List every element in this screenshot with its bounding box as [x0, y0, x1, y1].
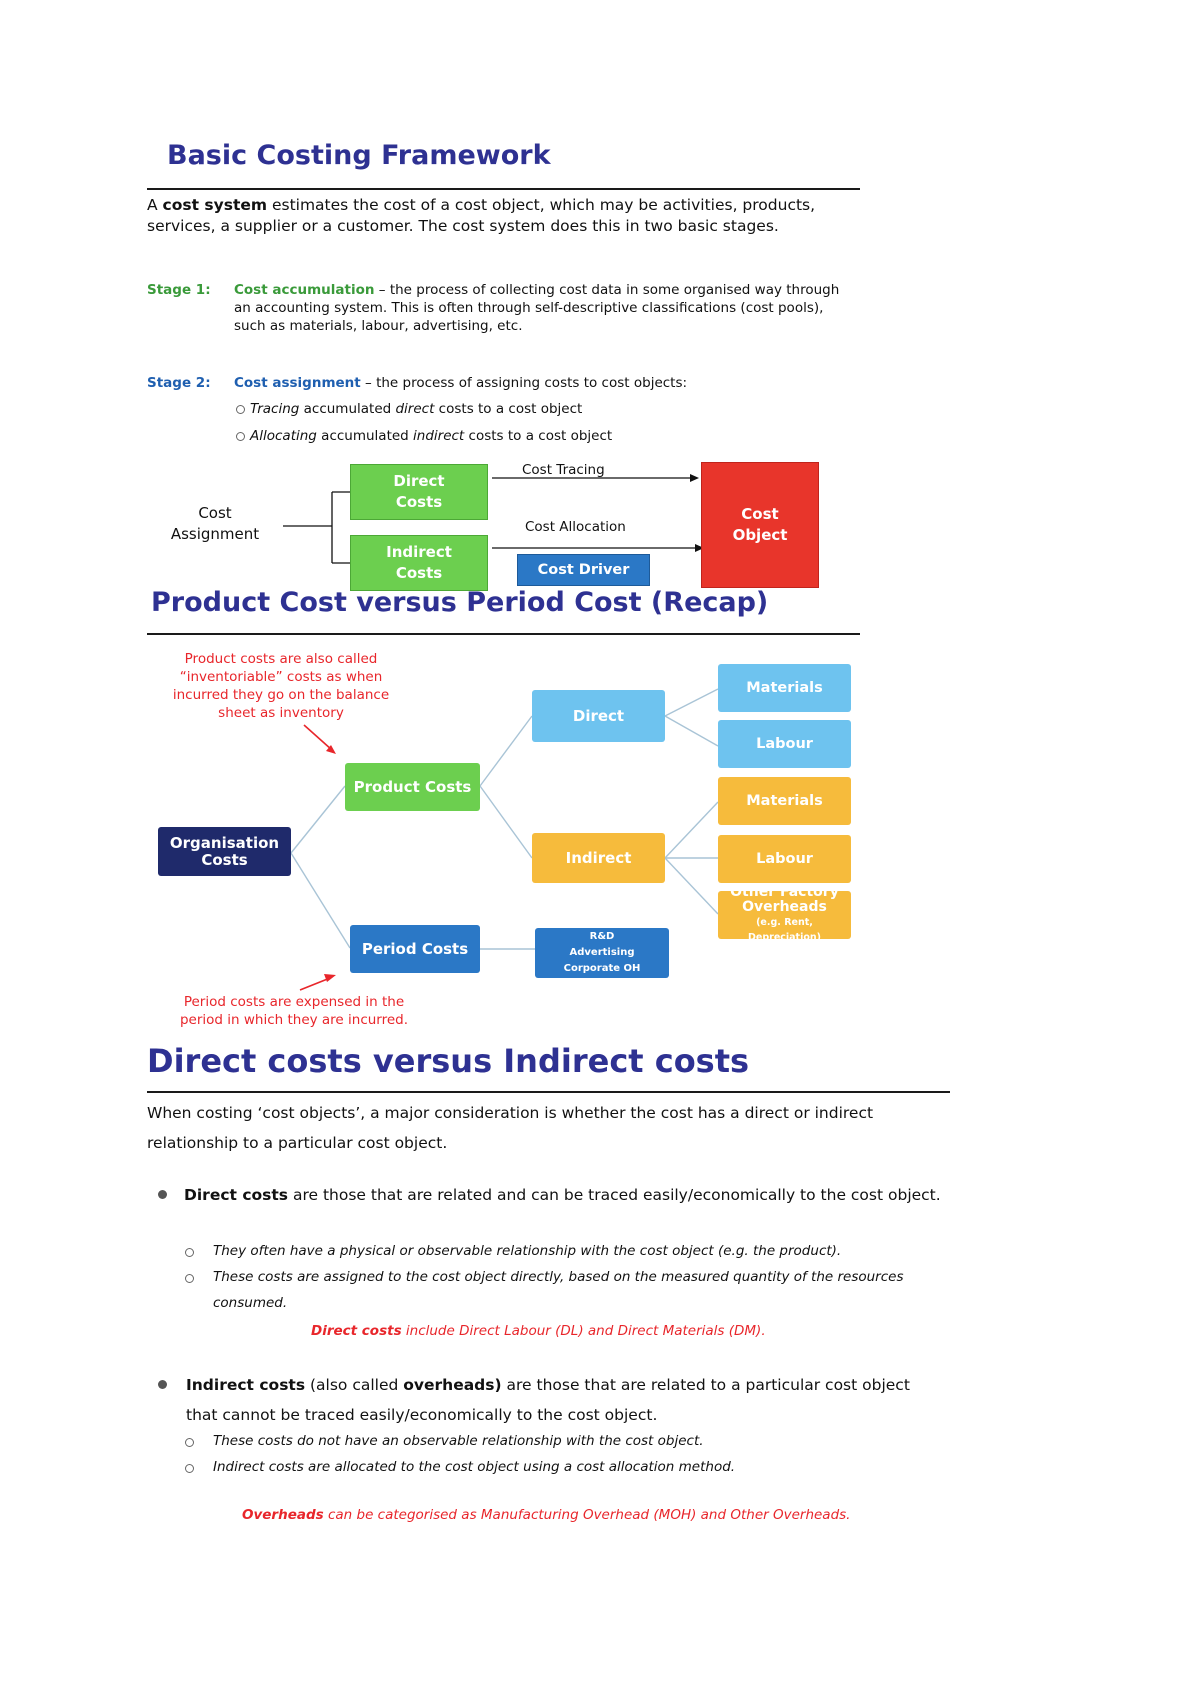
period-costs-box: Period Costs — [350, 925, 480, 973]
bullet-ring-icon — [185, 1248, 194, 1257]
direct-box: Direct — [532, 690, 665, 742]
direct-costs-note: Direct costs include Direct Labour (DL) and Direct Materials (DM). — [311, 1323, 766, 1339]
period-item: Advertising — [569, 947, 635, 958]
other-factory-eg: (e.g. Rent, Depreciation) — [748, 917, 821, 943]
section2-title: Product Cost versus Period Cost (Recap) — [151, 587, 769, 618]
direct-labour-box: Labour — [718, 720, 851, 768]
cost-assignment-label: Cost Assignment — [170, 504, 260, 543]
cost-object-box: Cost Object — [701, 462, 819, 588]
organisation-costs-box: Organisation Costs — [158, 827, 291, 876]
bullet-ring-icon — [185, 1274, 194, 1283]
indirect-sub2: Indirect costs are allocated to the cost object using a cost allocation method. — [213, 1459, 736, 1475]
stage1-text: Cost accumulation – the process of collecting cost data in some organised way through an accounting system. This is often through self-descriptive classifications (cost pools), such as materials, labour, advertising, etc. — [234, 282, 840, 334]
bullet-dot-icon — [158, 1380, 167, 1389]
cost-allocation-label: Cost Allocation — [525, 519, 626, 535]
period-costs-note: Period costs are expensed in the period in which they are incurred. — [179, 994, 409, 1028]
bullet-ring-icon — [185, 1438, 194, 1447]
section3-intro: When costing ‘cost objects’, a major consideration is whether the cost has a direct or indirect relationship to a particular cost object. — [147, 1104, 874, 1152]
indirect-materials-box: Materials — [718, 777, 851, 825]
cost-tracing-label: Cost Tracing — [522, 462, 605, 478]
section3-title: Direct costs versus Indirect costs — [147, 1042, 750, 1080]
section1-title: Basic Costing Framework — [167, 140, 551, 171]
overheads-note: Overheads can be categorised as Manufacturing Overhead (MOH) and Other Overheads. — [242, 1507, 851, 1523]
stage2-bullet-tracing: Tracing accumulated direct costs to a cost object — [250, 401, 583, 417]
direct-sub1: They often have a physical or observable relationship with the cost object (e.g. the product). — [213, 1243, 842, 1259]
product-costs-note: Product costs are also called “inventoriable” costs as when incurred they go on the balance sheet as inventory — [172, 651, 390, 721]
other-factory-label: Other Factory Overheads — [730, 884, 839, 915]
direct-costs-bullet: Direct costs are those that are related and can be traced easily/economically to the cost object. — [184, 1186, 941, 1204]
stage2-text: Cost assignment – the process of assigning costs to cost objects: — [234, 375, 688, 391]
bullet-ring-icon — [185, 1464, 194, 1473]
section1-intro: A cost system estimates the cost of a cost object, which may be activities, products, services, a supplier or a customer. The cost system does this in two basic stages. — [147, 196, 816, 235]
stage1-label: Stage 1: — [147, 282, 211, 298]
direct-sub2: These costs are assigned to the cost object directly, based on the measured quantity of the resources consumed. — [213, 1269, 904, 1311]
indirect-costs-bullet: Indirect costs (also called overheads) are those that are related to a particular cost object that cannot be traced easily/economically to the cost object. — [186, 1376, 910, 1424]
indirect-box: Indirect — [532, 833, 665, 883]
stage2-bullet-allocating: Allocating accumulated indirect costs to a cost object — [250, 428, 613, 444]
product-costs-box: Product Costs — [345, 763, 480, 811]
indirect-costs-box: Indirect Costs — [350, 535, 488, 591]
other-factory-overheads-box — [718, 884, 851, 943]
direct-materials-box: Materials — [718, 664, 851, 712]
indirect-labour-box: Labour — [718, 835, 851, 883]
direct-costs-box: Direct Costs — [350, 464, 488, 520]
cost-driver-box: Cost Driver — [517, 554, 650, 586]
stage2-label: Stage 2: — [147, 375, 211, 391]
period-item: R&D — [589, 931, 615, 942]
section3-rule — [147, 1091, 950, 1093]
period-items-box — [535, 928, 669, 978]
period-item: Corporate OH — [563, 963, 641, 974]
indirect-sub1: These costs do not have an observable relationship with the cost object. — [213, 1433, 704, 1449]
